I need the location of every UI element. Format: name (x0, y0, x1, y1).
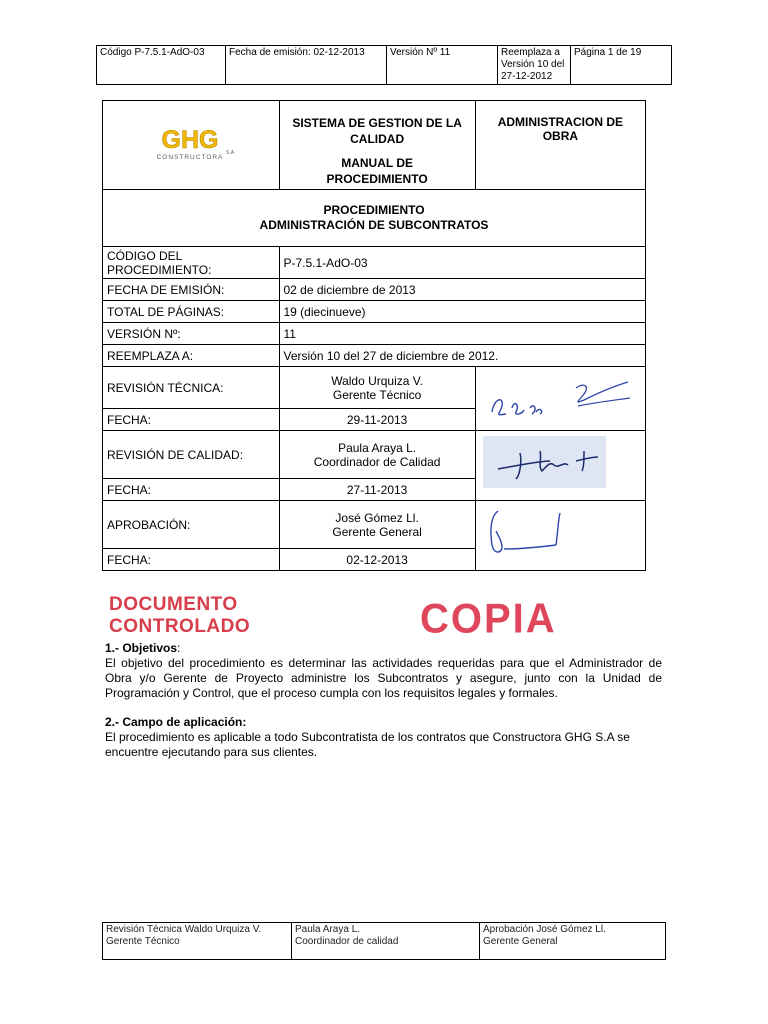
quality-review-name: Paula Araya L. (338, 440, 417, 455)
footer-approval-line1: Aprobación José Gómez Ll. (483, 924, 606, 935)
objectives-heading: 1.- Objetivos (105, 641, 178, 655)
copy-stamp: COPIA (420, 595, 557, 643)
tech-review-role: Gerente Técnico (332, 387, 422, 402)
approval-role: Gerente General (332, 524, 422, 539)
code-label-line2: PROCEDIMIENTO: (107, 262, 212, 277)
section-scope (105, 715, 662, 760)
logo-text: GHG (161, 125, 219, 154)
version-value: 11 (279, 323, 646, 345)
tech-review-person (279, 367, 475, 409)
footer-tech-line2: Gerente Técnico (106, 936, 180, 947)
objectives-heading-colon: : (177, 641, 181, 655)
approval-person (279, 501, 475, 549)
objectives-text: El objetivo del procedimiento es determinar las actividades requeridas para que el Administrador de Obra y/o Gerente de Proyecto administre los Subcontratos y asegure, junto con la Unidad de Programación y Control, que el proceso cumpla con los requisitos legales y formales. (105, 656, 662, 700)
footer-quality-line2: Coordinador de calidad (295, 936, 399, 947)
approval-name: José Gómez Ll. (335, 510, 419, 525)
manual-title-line1: MANUAL DE (341, 156, 413, 170)
objectives-heading-line (105, 641, 662, 656)
area-title: ADMINISTRACION DE OBRA (475, 101, 645, 190)
quality-date-value: 27-11-2013 (279, 479, 475, 501)
header-page: Página 1 de 19 (571, 46, 672, 85)
system-title-line1: SISTEMA DE GESTION DE LA (292, 116, 462, 130)
pages-value: 19 (diecinueve) (279, 301, 646, 323)
header-version: Versión Nº 11 (387, 46, 498, 85)
tech-signature-cell (475, 367, 645, 431)
procedure-info-table (102, 100, 646, 571)
page-footer-table (102, 922, 666, 960)
page-header-table (96, 45, 672, 85)
controlled-stamp-line1: DOCUMENTO (109, 594, 238, 615)
footer-tech-line1: Revisión Técnica Waldo Urquiza V. (106, 924, 262, 935)
quality-date-label: FECHA: (103, 479, 280, 501)
footer-tech (103, 923, 292, 960)
controlled-document-stamp (109, 594, 250, 638)
scope-text: El procedimiento es aplicable a todo Subcontratista de los contratos que Constructora GHG S.A se encuentre ejecutando para sus clientes. (105, 730, 630, 759)
section-objectives (105, 641, 662, 701)
header-replaces (498, 46, 571, 85)
tech-date-value: 29-11-2013 (279, 409, 475, 431)
replaces-value: Versión 10 del 27 de diciembre de 2012. (279, 345, 646, 367)
quality-signature-cell (475, 431, 645, 501)
ghg-logo (146, 122, 236, 166)
approval-label: APROBACIÓN: (103, 501, 280, 549)
header-code: Código P-7.5.1-AdO-03 (97, 46, 226, 85)
tech-date-label: FECHA: (103, 409, 280, 431)
quality-review-role: Coordinador de Calidad (313, 454, 441, 469)
procedure-title-cell (103, 190, 646, 247)
issue-date-value: 02 de diciembre de 2013 (279, 279, 646, 301)
approval-signature (480, 501, 640, 567)
footer-quality-line1: Paula Araya L. (295, 924, 361, 935)
scope-heading: 2.- Campo de aplicación: (105, 715, 247, 729)
footer-approval (480, 923, 666, 960)
system-title-cell (279, 101, 475, 190)
quality-signature (480, 431, 640, 497)
approval-signature-cell (475, 501, 645, 571)
header-issue-date: Fecha de emisión: 02-12-2013 (226, 46, 387, 85)
approval-date-label: FECHA: (103, 549, 280, 571)
code-label (103, 247, 280, 279)
version-label: VERSIÓN Nº: (103, 323, 280, 345)
procedure-title-line1: PROCEDIMIENTO (323, 203, 425, 217)
logo-cell (103, 101, 280, 190)
code-value: P-7.5.1-AdO-03 (279, 247, 646, 279)
logo-sub: CONSTRUCTORA (156, 153, 224, 161)
pages-label: TOTAL DE PÁGINAS: (103, 301, 280, 323)
header-replaces-line3: 27-12-2012 (501, 71, 553, 82)
manual-title-line2: PROCEDIMIENTO (326, 172, 428, 186)
replaces-label: REEMPLAZA A: (103, 345, 280, 367)
approval-date-value: 02-12-2013 (279, 549, 475, 571)
issue-date-label: FECHA DE EMISIÓN: (103, 279, 280, 301)
tech-review-label: REVISIÓN TÉCNICA: (103, 367, 280, 409)
header-replaces-line2: Versión 10 del (501, 59, 565, 70)
footer-quality (292, 923, 480, 960)
controlled-stamp-line2: CONTROLADO (109, 616, 251, 637)
header-replaces-line1: Reemplaza a (501, 47, 560, 58)
tech-review-name: Waldo Urquiza V. (331, 373, 424, 388)
system-title-line2: CALIDAD (350, 132, 405, 146)
logo-sa: S.A (225, 149, 234, 156)
quality-review-person (279, 431, 475, 479)
quality-review-label: REVISIÓN DE CALIDAD: (103, 431, 280, 479)
footer-approval-line2: Gerente General (483, 936, 558, 947)
tech-signature (480, 368, 640, 426)
procedure-title-line2: ADMINISTRACIÓN DE SUBCONTRATOS (259, 218, 489, 232)
code-label-line1: CÓDIGO DEL (107, 248, 183, 263)
